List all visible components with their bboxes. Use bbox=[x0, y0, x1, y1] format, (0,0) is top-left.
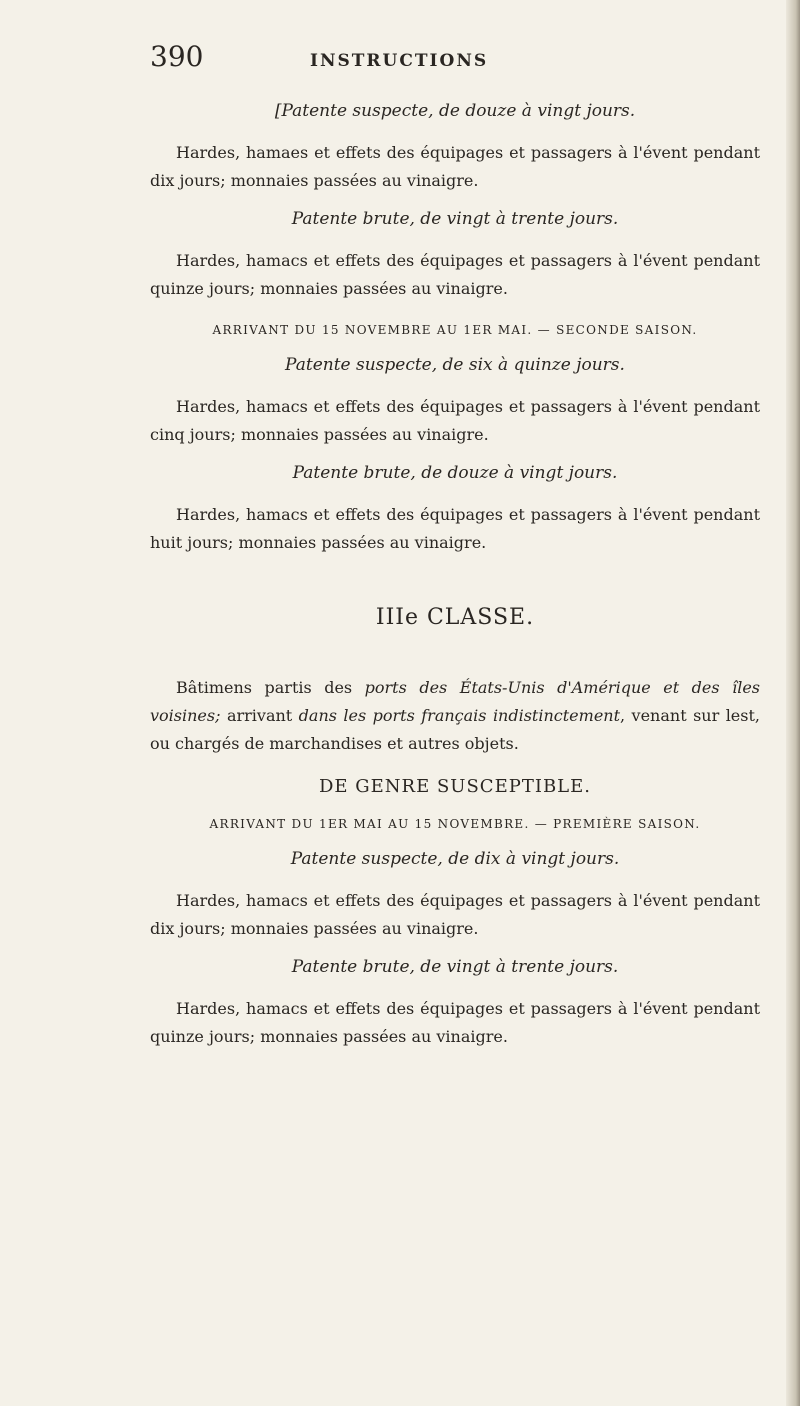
paragraph-4: Hardes, hamacs et effets des équipages et passagers à l'évent pendant huit jours; monnaies passées au vinaigre. bbox=[150, 505, 760, 552]
class-heading: IIIe CLASSE. bbox=[375, 605, 535, 630]
paragraph-3: Hardes, hamacs et effets des équipages et passagers à l'évent pendant cinq jours; monnaies passées au vinaigre. bbox=[150, 397, 760, 444]
para-part-4: dans les ports français indistinctement bbox=[298, 706, 621, 725]
para-part-3: arrivant bbox=[220, 706, 299, 725]
paragraph-mixed bbox=[150, 674, 760, 758]
para-part-2: ports des États-Unis d'Amérique et des îles voisines; bbox=[150, 678, 760, 725]
paragraph-1: Hardes, hamaes et effets des équipages et passagers à l'évent pendant dix jours; monnaies passées au vinaigre. bbox=[150, 143, 760, 190]
subhead-5: Patente suspecte, de dix à vingt jours. bbox=[290, 849, 620, 869]
subhead-3: Patente suspecte, de six à quinze jours. bbox=[285, 355, 625, 375]
subhead-2: Patente brute, de vingt à trente jours. bbox=[291, 209, 619, 229]
subhead-6: Patente brute, de vingt à trente jours. bbox=[291, 957, 619, 977]
subhead-4: Patente brute, de douze à vingt jours. bbox=[292, 463, 618, 483]
page-number: 390 bbox=[150, 40, 204, 73]
para-part-1: Bâtimens partis des bbox=[176, 678, 365, 697]
paragraph-5: Hardes, hamacs et effets des équipages et passagers à l'évent pendant dix jours; monnaies passées au vinaigre. bbox=[150, 891, 760, 938]
document-page bbox=[150, 40, 760, 1057]
paragraph-6: Hardes, hamacs et effets des équipages et passagers à l'évent pendant quinze jours; monnaies passées au vinaigre. bbox=[150, 999, 760, 1046]
season-heading-1: ARRIVANT DU 15 NOVEMBRE AU 1ER MAI. — SECONDE SAISON. bbox=[212, 323, 698, 337]
running-title: INSTRUCTIONS bbox=[310, 51, 489, 71]
running-head bbox=[150, 40, 760, 73]
subhead-1: [Patente suspecte, de douze à vingt jours. bbox=[274, 101, 636, 121]
para-part-5: , venant sur lest, ou chargés de marchandises et autres objets. bbox=[150, 706, 760, 753]
season-heading-2: ARRIVANT DU 1ER MAI AU 15 NOVEMBRE. — PREMIÈRE SAISON. bbox=[209, 817, 701, 831]
genre-heading: DE GENRE SUSCEPTIBLE. bbox=[319, 776, 591, 797]
paragraph-2: Hardes, hamacs et effets des équipages et passagers à l'évent pendant quinze jours; monnaies passées au vinaigre. bbox=[150, 251, 760, 298]
page-edge-shadow bbox=[786, 0, 800, 1406]
